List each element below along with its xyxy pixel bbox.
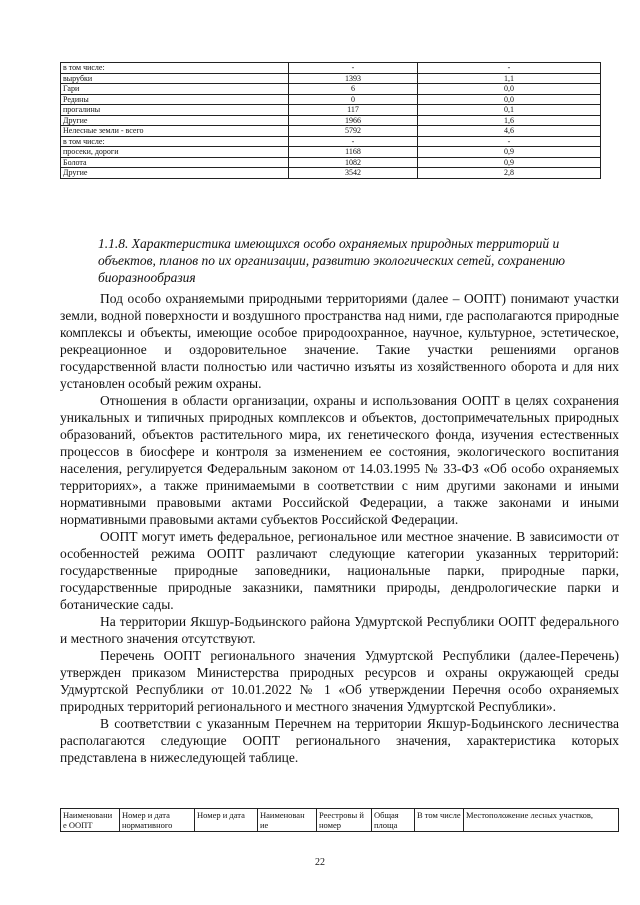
- table-cell-label: Редины: [61, 94, 289, 105]
- table-cell-label: прогалины: [61, 105, 289, 116]
- table-row: [61, 73, 601, 84]
- table-cell-value1: 1168: [289, 147, 418, 158]
- table-cell-label: Другие: [61, 115, 289, 126]
- paragraph: Под особо охраняемыми природными территориями (далее – ООПТ) понимают участки земли, водной поверхности и воздушного пространства над ними, где располагаются природные комплексы и объекты, имеющие особое природоохранное, научное, культурное, эстетическое, рекреационное и оздоровительное значение. Такие участки решениями органов государственной власти полностью или частично изъяты из хозяйственного оборота и для них установлен особый режим охраны.: [60, 291, 619, 391]
- table-cell-value1: 3542: [289, 168, 418, 179]
- table-cell-label: просеки, дороги: [61, 147, 289, 158]
- header-cell: Наименовани е ООПТ: [61, 809, 120, 832]
- table-cell-value2: 0,9: [418, 157, 601, 168]
- table-cell-value1: 117: [289, 105, 418, 116]
- table-cell-value2: 0,9: [418, 147, 601, 158]
- table-row: [61, 63, 601, 74]
- table-cell-value1: 6: [289, 84, 418, 95]
- table-row: [61, 84, 601, 95]
- forest-land-table: [60, 62, 601, 179]
- table-cell-value2: 0,0: [418, 84, 601, 95]
- body-text: [60, 290, 619, 766]
- header-cell: Номер и дата: [195, 809, 258, 832]
- table-row: [61, 136, 601, 147]
- table-cell-value1: 1966: [289, 115, 418, 126]
- table-cell-value1: -: [289, 136, 418, 147]
- table-cell-label: Нелесные земли - всего: [61, 126, 289, 137]
- forest-land-table-body: [61, 63, 601, 179]
- header-cell: Местоположение лесных участков,: [464, 809, 619, 832]
- protected-areas-table: [60, 808, 619, 832]
- header-cell: Наименован ие: [258, 809, 317, 832]
- paragraph: ООПТ могут иметь федеральное, региональное или местное значение. В зависимости от особенностей режима ООПТ различают следующие категории указанных территорий: государственные природные заповедники, национальные парки, природные парки, государственные природные заказники, памятники природы, дендрологические парки и ботанические сады.: [60, 529, 619, 612]
- header-cell: Общая площа: [372, 809, 415, 832]
- table-cell-value1: 5792: [289, 126, 418, 137]
- table-cell-label: Болота: [61, 157, 289, 168]
- paragraph: В соответствии с указанным Перечнем на территории Якшур-Бодьинского лесничества располагаются следующие ООПТ регионального значения, характеристика которых представлена в нижеследующей таблице.: [60, 716, 619, 765]
- table-cell-label: в том числе:: [61, 136, 289, 147]
- header-cell: Номер и дата нормативного: [120, 809, 195, 832]
- page-number: 22: [315, 857, 325, 868]
- table-row: [61, 157, 601, 168]
- table-cell-value1: 1082: [289, 157, 418, 168]
- table-cell-label: в том числе:: [61, 63, 289, 74]
- table-cell-label: вырубки: [61, 73, 289, 84]
- table-row: [61, 94, 601, 105]
- table-cell-value2: 1,6: [418, 115, 601, 126]
- header-cell: Реестровы й номер: [317, 809, 372, 832]
- table-cell-value1: 0: [289, 94, 418, 105]
- table-cell-label: Другие: [61, 168, 289, 179]
- table-cell-value2: 0,0: [418, 94, 601, 105]
- table-cell-value1: -: [289, 63, 418, 74]
- table-cell-value1: 1393: [289, 73, 418, 84]
- table-row: [61, 105, 601, 116]
- header-cell: В том числе: [415, 809, 464, 832]
- table-cell-value2: 4,6: [418, 126, 601, 137]
- paragraph: На территории Якшур-Бодьинского района Удмуртской Республики ООПТ федерального и местного значения отсутствуют.: [60, 614, 619, 646]
- section-heading: 1.1.8. Характеристика имеющихся особо охраняемых природных территорий и объектов, планов по их организации, развитию экологических сетей, сохранению биоразнообразия: [98, 236, 566, 285]
- table-row: [61, 147, 601, 158]
- table-row: [61, 126, 601, 137]
- table-row: [61, 115, 601, 126]
- table-cell-value2: 0,1: [418, 105, 601, 116]
- table-cell-value2: -: [418, 136, 601, 147]
- table-cell-value2: 2,8: [418, 168, 601, 179]
- table-cell-value2: 1,1: [418, 73, 601, 84]
- table-header-row: [61, 809, 619, 832]
- table-cell-label: Гари: [61, 84, 289, 95]
- paragraph: Перечень ООПТ регионального значения Удмуртской Республики (далее-Перечень) утвержден приказом Министерства природных ресурсов и охраны окружающей среды Удмуртской Республики от 10.01.2022 № 1 «Об утверждении Перечня особо охраняемых природных территорий регионального и местного значения Удмуртской Республики».: [60, 648, 619, 714]
- paragraph: Отношения в области организации, охраны и использования ООПТ в целях сохранения уникальных и типичных природных комплексов и объектов, достопримечательных природных образований, объектов растительного мира, их генетического фонда, изучения естественных процессов в биосфере и контроля за изменением ее состояния, экологического воспитания населения, регулируется Федеральным законом от 14.03.1995 № 33-ФЗ «Об особо охраняемых территориях», а также принимаемыми в соответствии с ним другими законами и иными нормативными правовыми актами Российской Федерации, а также законами и иными нормативными правовыми актами субъектов Российской Федерации.: [60, 393, 619, 527]
- table-row: [61, 168, 601, 179]
- table-cell-value2: -: [418, 63, 601, 74]
